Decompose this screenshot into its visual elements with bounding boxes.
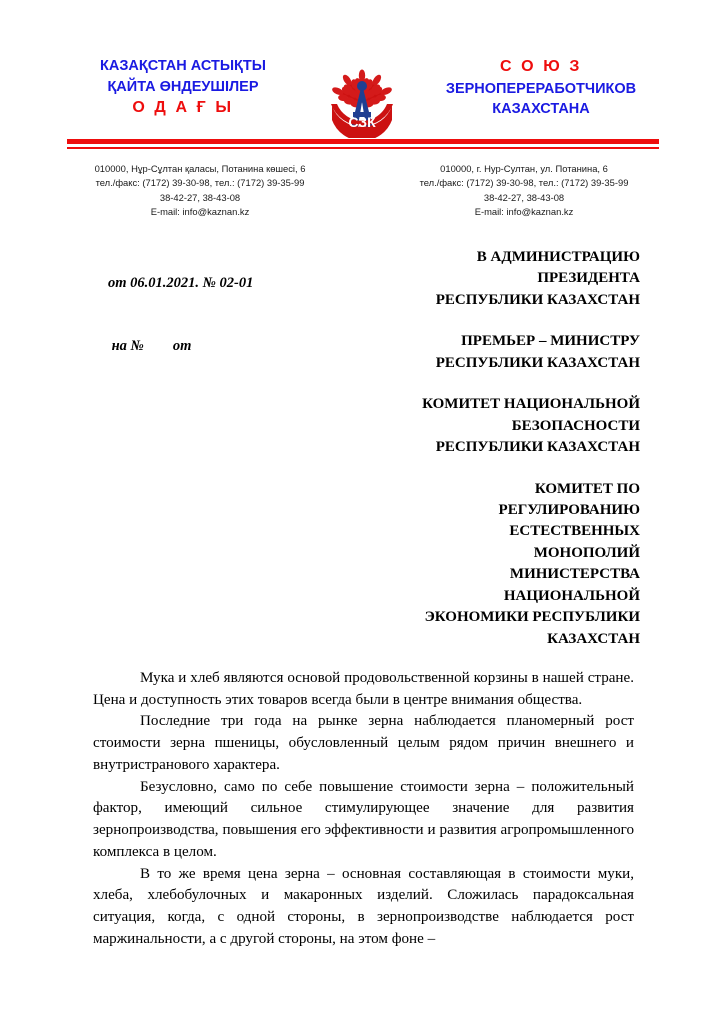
contact-kz-address: 010000, Нұр-Сұлтан қаласы, Потанина көшесі, 6 (94, 163, 306, 174)
addressee-1-line1: В АДМИНИСТРАЦИЮ (476, 249, 640, 265)
contact-block-russian (374, 162, 674, 219)
contact-information (0, 162, 724, 219)
addressee-4-line6: НАЦИОНАЛЬНОЙ (503, 587, 640, 604)
organization-name-russian (410, 46, 672, 120)
contact-ru-email: E-mail: info@kaznan.kz (474, 205, 574, 217)
addressee-3-line1: КОМИТЕТ НАЦИОНАЛЬНОЙ (422, 396, 640, 413)
org-russian-line2: ЗЕРНОПЕРЕРАБОТЧИКОВ (445, 80, 637, 97)
body-paragraph-3: Безусловно, само по себе повышение стоимости зерна – положительный фактор, имеющий сильное стимулирующее значение для развития зернопроизводства, повышения его эффективности и развития агропромышленного комплекса в целом. (93, 778, 634, 860)
wheat-sheaf-emblem-icon (319, 46, 405, 138)
addressee-4-line3: ЕСТЕСТВЕННЫХ (509, 523, 640, 540)
addressee-4-line2: РЕГУЛИРОВАНИЮ (498, 501, 640, 518)
addressee-presidential-administration (378, 247, 640, 311)
addressee-block (378, 247, 640, 650)
letterhead (0, 46, 724, 138)
addressee-national-security-committee (378, 394, 640, 458)
org-russian-line1: С О Ю З (499, 58, 583, 75)
org-kazakh-line3: О Д А Ғ Ы (132, 99, 234, 117)
org-kazakh-line2: ҚАЙТА ӨНДЕУШІЛЕР (107, 78, 259, 95)
addressee-1-line2: ПРЕЗИДЕНТА (537, 270, 640, 287)
contact-ru-phone1: тел./факс: (7172) 39-30-98, тел.: (7172) 39-35-99 (419, 177, 629, 189)
organization-logo (314, 46, 410, 138)
header-divider-thin (67, 147, 659, 149)
reference-incoming: на № от (108, 338, 192, 355)
organization-name-kazakh (52, 46, 314, 120)
contact-ru-address: 010000, г. Нур-Султан, ул. Потанина, 6 (440, 163, 608, 174)
contact-ru-phone2: 38-42-27, 38-43-08 (483, 191, 565, 203)
addressee-3-line2: БЕЗОПАСНОСТИ (511, 417, 640, 434)
org-russian-line3: КАЗАХСТАНА (492, 101, 590, 118)
addressee-4-line5: МИНИСТЕРСТВА (509, 566, 640, 583)
letter-body (93, 668, 634, 951)
addressee-2-line2: РЕСПУБЛИКИ КАЗАХСТАН (435, 354, 640, 371)
addressee-4-line8: КАЗАХСТАН (547, 630, 640, 647)
addressee-4-line7: ЭКОНОМИКИ РЕСПУБЛИКИ (424, 609, 640, 626)
body-paragraph-2: Последние три года на рынке зерна наблюдается планомерный рост стоимости зерна пшеницы, обусловленный целым рядом причин внешнего и внутристранового характера. (93, 713, 634, 773)
contact-block-kazakh (50, 162, 350, 219)
addressee-4-line1: КОМИТЕТ ПО (534, 480, 640, 497)
addressee-natural-monopolies-committee (378, 479, 640, 651)
header-divider-thick (67, 139, 659, 144)
addressee-2-line1: ПРЕМЬЕР – МИНИСТРУ (461, 333, 640, 350)
addressee-4-line4: МОНОПОЛИЙ (533, 544, 640, 561)
addressee-prime-minister (378, 331, 640, 374)
reference-outgoing: от 06.01.2021. № 02-01 (108, 275, 254, 292)
body-paragraph-4: В то же время цена зерна – основная составляющая в стоимости муки, хлеба, хлебобулочных и макаронных изделий. Сложилась парадоксальная ситуация, когда, с одной стороны, в зернопроизводстве наблюдается рост маржинальности, а с другой стороны, на этом фоне – (93, 865, 634, 947)
contact-kz-email: E-mail: info@kaznan.kz (150, 205, 250, 217)
addressee-3-line3: РЕСПУБЛИКИ КАЗАХСТАН (435, 439, 640, 456)
contact-kz-phone1: тел./факс: (7172) 39-30-98, тел.: (7172) 39-35-99 (95, 177, 305, 189)
addressee-1-line3: РЕСПУБЛИКИ КАЗАХСТАН (435, 291, 640, 308)
body-paragraph-1: Мука и хлеб являются основой продовольственной корзины в нашей стране. Цена и доступность этих товаров всегда были в центре внимания общества. (93, 670, 634, 708)
document-reference (108, 231, 253, 399)
emblem-text: СЗК (348, 114, 376, 130)
contact-kz-phone2: 38-42-27, 38-43-08 (159, 191, 241, 203)
org-kazakh-line1: КАЗАҚСТАН АСТЫҚТЫ (100, 58, 266, 74)
